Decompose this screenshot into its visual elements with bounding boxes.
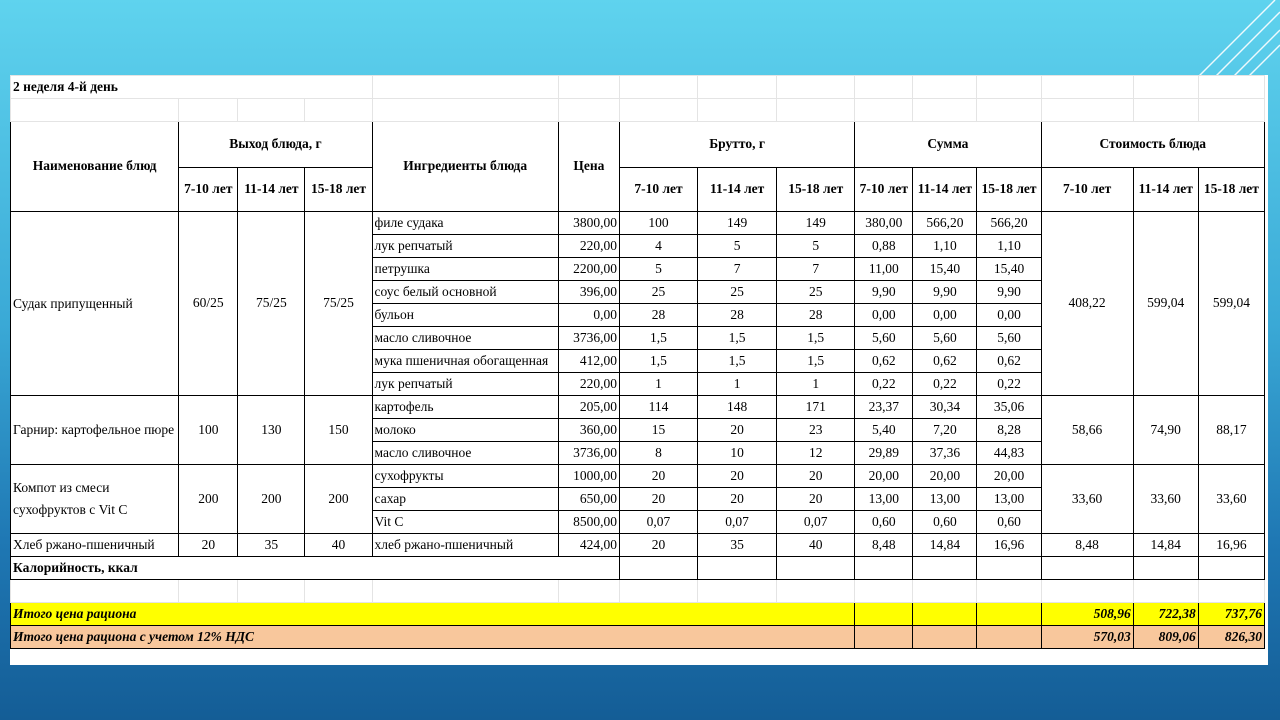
ingredient-sum: 0,60 xyxy=(977,511,1041,534)
ingredient-sum: 0,60 xyxy=(913,511,977,534)
header-brutto: Брутто, г xyxy=(619,122,854,168)
ingredient-name: молоко xyxy=(372,419,558,442)
ingredient-price: 360,00 xyxy=(558,419,619,442)
empty-cell xyxy=(913,626,977,649)
ingredient-name: лук репчатый xyxy=(372,373,558,396)
header-age: 7-10 лет xyxy=(179,168,238,212)
ingredient-price: 205,00 xyxy=(558,396,619,419)
ingredient-price: 0,00 xyxy=(558,304,619,327)
ingredient-brutto: 149 xyxy=(777,212,855,235)
dish-output: 60/25 xyxy=(179,212,238,396)
ingredient-price: 8500,00 xyxy=(558,511,619,534)
ingredient-sum: 7,20 xyxy=(913,419,977,442)
ingredient-price: 1000,00 xyxy=(558,465,619,488)
ingredient-price: 2200,00 xyxy=(558,258,619,281)
empty-cell xyxy=(913,557,977,580)
total-row-value: 508,96 xyxy=(1041,603,1133,626)
ingredient-sum: 13,00 xyxy=(977,488,1041,511)
empty-cell xyxy=(913,580,977,603)
ingredient-brutto: 1,5 xyxy=(698,350,777,373)
header-ingredients: Ингредиенты блюда xyxy=(372,122,558,212)
dish-cost: 14,84 xyxy=(1133,534,1198,557)
dish-cost: 33,60 xyxy=(1133,465,1198,534)
ingredient-name: бульон xyxy=(372,304,558,327)
ingredient-sum: 0,60 xyxy=(855,511,913,534)
empty-cell xyxy=(855,557,913,580)
ingredient-brutto: 20 xyxy=(619,488,697,511)
ingredient-brutto: 28 xyxy=(698,304,777,327)
empty-cell xyxy=(238,580,305,603)
dish-cost: 16,96 xyxy=(1198,534,1264,557)
header-age: 15-18 лет xyxy=(777,168,855,212)
dish-output: 40 xyxy=(305,534,372,557)
ingredient-name: Vit C xyxy=(372,511,558,534)
dish-output: 20 xyxy=(179,534,238,557)
ingredient-brutto: 20 xyxy=(698,488,777,511)
ingredient-sum: 9,90 xyxy=(855,281,913,304)
empty-cell xyxy=(619,557,697,580)
table-row xyxy=(11,465,1265,488)
ingredient-name: сухофрукты xyxy=(372,465,558,488)
ingredient-brutto: 25 xyxy=(619,281,697,304)
empty-cell xyxy=(11,580,179,603)
ingredient-brutto: 1,5 xyxy=(619,350,697,373)
ingredient-sum: 0,00 xyxy=(913,304,977,327)
table-row xyxy=(11,534,1265,557)
empty-cell xyxy=(1133,580,1198,603)
ingredient-brutto: 5 xyxy=(619,258,697,281)
ingredient-sum: 566,20 xyxy=(913,212,977,235)
header-age: 15-18 лет xyxy=(1198,168,1264,212)
dish-name-line: сухофруктов с Vit C xyxy=(13,502,128,517)
ingredient-brutto: 20 xyxy=(698,465,777,488)
ingredient-sum: 8,48 xyxy=(855,534,913,557)
ingredient-name: филе судака xyxy=(372,212,558,235)
ingredient-sum: 23,37 xyxy=(855,396,913,419)
empty-cell xyxy=(1198,557,1264,580)
header-dish-name: Наименование блюд xyxy=(11,122,179,212)
total-vat-row xyxy=(11,626,1265,649)
empty-cell xyxy=(619,580,697,603)
dish-cost: 33,60 xyxy=(1041,465,1133,534)
ingredient-sum: 11,00 xyxy=(855,258,913,281)
ingredient-brutto: 15 xyxy=(619,419,697,442)
empty-cell xyxy=(179,580,238,603)
calories-row xyxy=(11,557,1265,580)
ingredient-brutto: 28 xyxy=(619,304,697,327)
ingredient-sum: 5,60 xyxy=(913,327,977,350)
empty-cell xyxy=(1198,580,1264,603)
dish-name-line: Компот из смеси xyxy=(13,480,110,495)
ingredient-brutto: 25 xyxy=(777,281,855,304)
ingredient-sum: 44,83 xyxy=(977,442,1041,465)
ingredient-price: 424,00 xyxy=(558,534,619,557)
ingredient-sum: 30,34 xyxy=(913,396,977,419)
ingredient-brutto: 5 xyxy=(777,235,855,258)
ingredient-sum: 5,60 xyxy=(855,327,913,350)
ingredient-brutto: 7 xyxy=(777,258,855,281)
dish-cost: 88,17 xyxy=(1198,396,1264,465)
ingredient-price: 220,00 xyxy=(558,235,619,258)
ingredient-brutto: 10 xyxy=(698,442,777,465)
ingredient-sum: 1,10 xyxy=(977,235,1041,258)
ingredient-sum: 20,00 xyxy=(913,465,977,488)
ingredient-sum: 0,00 xyxy=(855,304,913,327)
ingredient-brutto: 1,5 xyxy=(777,350,855,373)
ingredient-brutto: 20 xyxy=(619,465,697,488)
ingredient-brutto: 5 xyxy=(698,235,777,258)
ingredient-price: 3736,00 xyxy=(558,442,619,465)
dish-cost: 33,60 xyxy=(1198,465,1264,534)
ingredient-sum: 380,00 xyxy=(855,212,913,235)
header-age: 11-14 лет xyxy=(913,168,977,212)
dish-cost: 8,48 xyxy=(1041,534,1133,557)
spacer-row xyxy=(11,580,1265,603)
ingredient-sum: 5,40 xyxy=(855,419,913,442)
header-output: Выход блюда, г xyxy=(179,122,372,168)
empty-cell xyxy=(977,557,1041,580)
dish-output: 130 xyxy=(238,396,305,465)
ingredient-brutto: 0,07 xyxy=(619,511,697,534)
spacer-row xyxy=(11,99,1265,122)
dish-output: 100 xyxy=(179,396,238,465)
empty-cell xyxy=(777,557,855,580)
dish-name xyxy=(11,212,179,396)
dish-name-line: Судак припущенный xyxy=(13,295,133,311)
ingredient-brutto: 8 xyxy=(619,442,697,465)
ingredient-sum: 14,84 xyxy=(913,534,977,557)
total-row xyxy=(11,603,1265,626)
ingredient-brutto: 1,5 xyxy=(777,327,855,350)
dish-output: 75/25 xyxy=(305,212,372,396)
total-row-label: Итого цена рациона xyxy=(11,603,855,626)
dish-name xyxy=(11,396,179,465)
dish-cost: 408,22 xyxy=(1041,212,1133,396)
ingredient-price: 3800,00 xyxy=(558,212,619,235)
total-vat-row-label: Итого цена рациона с учетом 12% НДС xyxy=(11,626,855,649)
empty-cell xyxy=(855,580,913,603)
ingredient-sum: 35,06 xyxy=(977,396,1041,419)
ingredient-price: 3736,00 xyxy=(558,327,619,350)
header-age: 15-18 лет xyxy=(977,168,1041,212)
menu-cost-table xyxy=(10,75,1265,649)
ingredient-brutto: 100 xyxy=(619,212,697,235)
ingredient-sum: 0,62 xyxy=(913,350,977,373)
dish-name xyxy=(11,534,179,557)
ingredient-brutto: 171 xyxy=(777,396,855,419)
ingredient-sum: 13,00 xyxy=(913,488,977,511)
sheet-title: 2 неделя 4-й день xyxy=(11,76,373,99)
ingredient-brutto: 4 xyxy=(619,235,697,258)
ingredient-brutto: 20 xyxy=(619,534,697,557)
header-age: 7-10 лет xyxy=(619,168,697,212)
ingredient-name: сахар xyxy=(372,488,558,511)
ingredient-sum: 15,40 xyxy=(977,258,1041,281)
ingredient-brutto: 7 xyxy=(698,258,777,281)
empty-cell xyxy=(372,580,558,603)
empty-cell xyxy=(1041,580,1133,603)
ingredient-brutto: 1 xyxy=(619,373,697,396)
ingredient-price: 412,00 xyxy=(558,350,619,373)
dish-cost: 58,66 xyxy=(1041,396,1133,465)
ingredient-sum: 9,90 xyxy=(913,281,977,304)
ingredient-sum: 20,00 xyxy=(977,465,1041,488)
ingredient-sum: 0,62 xyxy=(977,350,1041,373)
empty-cell xyxy=(913,603,977,626)
header-row-1 xyxy=(11,122,1265,168)
ingredient-name: масло сливочное xyxy=(372,442,558,465)
ingredient-name: лук репчатый xyxy=(372,235,558,258)
ingredient-brutto: 148 xyxy=(698,396,777,419)
header-age: 11-14 лет xyxy=(698,168,777,212)
dish-output: 150 xyxy=(305,396,372,465)
header-age: 7-10 лет xyxy=(855,168,913,212)
ingredient-sum: 0,62 xyxy=(855,350,913,373)
ingredient-brutto: 20 xyxy=(777,465,855,488)
ingredient-brutto: 20 xyxy=(777,488,855,511)
empty-cell xyxy=(698,557,777,580)
calories-label: Калорийность, ккал xyxy=(11,557,620,580)
ingredient-brutto: 35 xyxy=(698,534,777,557)
ingredient-sum: 16,96 xyxy=(977,534,1041,557)
empty-cell xyxy=(855,603,913,626)
ingredient-name: петрушка xyxy=(372,258,558,281)
total-vat-row-value: 809,06 xyxy=(1133,626,1198,649)
ingredient-sum: 37,36 xyxy=(913,442,977,465)
ingredient-brutto: 25 xyxy=(698,281,777,304)
dish-cost: 599,04 xyxy=(1198,212,1264,396)
total-row-value: 722,38 xyxy=(1133,603,1198,626)
ingredient-name: мука пшеничная обогащенная xyxy=(372,350,558,373)
ingredient-brutto: 23 xyxy=(777,419,855,442)
ingredient-sum: 0,22 xyxy=(855,373,913,396)
ingredient-name: масло сливочное xyxy=(372,327,558,350)
table-row xyxy=(11,212,1265,235)
ingredient-name: хлеб ржано-пшеничный xyxy=(372,534,558,557)
ingredient-brutto: 0,07 xyxy=(698,511,777,534)
ingredient-price: 650,00 xyxy=(558,488,619,511)
empty-cell xyxy=(305,580,372,603)
header-row-2 xyxy=(11,168,1265,212)
dish-output: 35 xyxy=(238,534,305,557)
header-sum: Сумма xyxy=(855,122,1041,168)
empty-cell xyxy=(855,626,913,649)
ingredient-sum: 29,89 xyxy=(855,442,913,465)
ingredient-brutto: 40 xyxy=(777,534,855,557)
ingredient-sum: 0,00 xyxy=(977,304,1041,327)
ingredient-brutto: 28 xyxy=(777,304,855,327)
header-age: 7-10 лет xyxy=(1041,168,1133,212)
ingredient-name: картофель xyxy=(372,396,558,419)
ingredient-sum: 1,10 xyxy=(913,235,977,258)
empty-cell xyxy=(777,580,855,603)
header-price: Цена xyxy=(558,122,619,212)
header-age: 15-18 лет xyxy=(305,168,372,212)
ingredient-sum: 8,28 xyxy=(977,419,1041,442)
dish-output: 200 xyxy=(179,465,238,534)
ingredient-sum: 566,20 xyxy=(977,212,1041,235)
ingredient-brutto: 0,07 xyxy=(777,511,855,534)
dish-cost: 599,04 xyxy=(1133,212,1198,396)
ingredient-sum: 9,90 xyxy=(977,281,1041,304)
ingredient-brutto: 1,5 xyxy=(698,327,777,350)
ingredient-sum: 15,40 xyxy=(913,258,977,281)
spreadsheet-slide xyxy=(10,75,1268,665)
ingredient-brutto: 149 xyxy=(698,212,777,235)
ingredient-sum: 0,22 xyxy=(977,373,1041,396)
empty-cell xyxy=(1133,557,1198,580)
ingredient-price: 220,00 xyxy=(558,373,619,396)
empty-cell xyxy=(698,580,777,603)
title-row xyxy=(11,76,1265,99)
ingredient-brutto: 12 xyxy=(777,442,855,465)
dish-output: 200 xyxy=(238,465,305,534)
ingredient-brutto: 1 xyxy=(777,373,855,396)
ingredient-price: 396,00 xyxy=(558,281,619,304)
table-row xyxy=(11,396,1265,419)
empty-cell xyxy=(558,580,619,603)
dish-name-line: Хлеб ржано-пшеничный xyxy=(13,537,155,552)
ingredient-brutto: 1,5 xyxy=(619,327,697,350)
empty-cell xyxy=(977,603,1041,626)
ingredient-sum: 0,88 xyxy=(855,235,913,258)
header-cost: Стоимость блюда xyxy=(1041,122,1264,168)
dish-name-line: Гарнир: картофельное пюре xyxy=(13,422,175,437)
ingredient-sum: 0,22 xyxy=(913,373,977,396)
ingredient-sum: 20,00 xyxy=(855,465,913,488)
empty-cell xyxy=(977,580,1041,603)
dish-cost: 74,90 xyxy=(1133,396,1198,465)
ingredient-sum: 13,00 xyxy=(855,488,913,511)
ingredient-brutto: 20 xyxy=(698,419,777,442)
ingredient-brutto: 114 xyxy=(619,396,697,419)
header-age: 11-14 лет xyxy=(1133,168,1198,212)
dish-output: 75/25 xyxy=(238,212,305,396)
dish-name xyxy=(11,465,179,534)
empty-cell xyxy=(977,626,1041,649)
dish-output: 200 xyxy=(305,465,372,534)
total-vat-row-value: 570,03 xyxy=(1041,626,1133,649)
total-vat-row-value: 826,30 xyxy=(1198,626,1264,649)
ingredient-name: соус белый основной xyxy=(372,281,558,304)
header-age: 11-14 лет xyxy=(238,168,305,212)
total-row-value: 737,76 xyxy=(1198,603,1264,626)
ingredient-brutto: 1 xyxy=(698,373,777,396)
ingredient-sum: 5,60 xyxy=(977,327,1041,350)
empty-cell xyxy=(1041,557,1133,580)
